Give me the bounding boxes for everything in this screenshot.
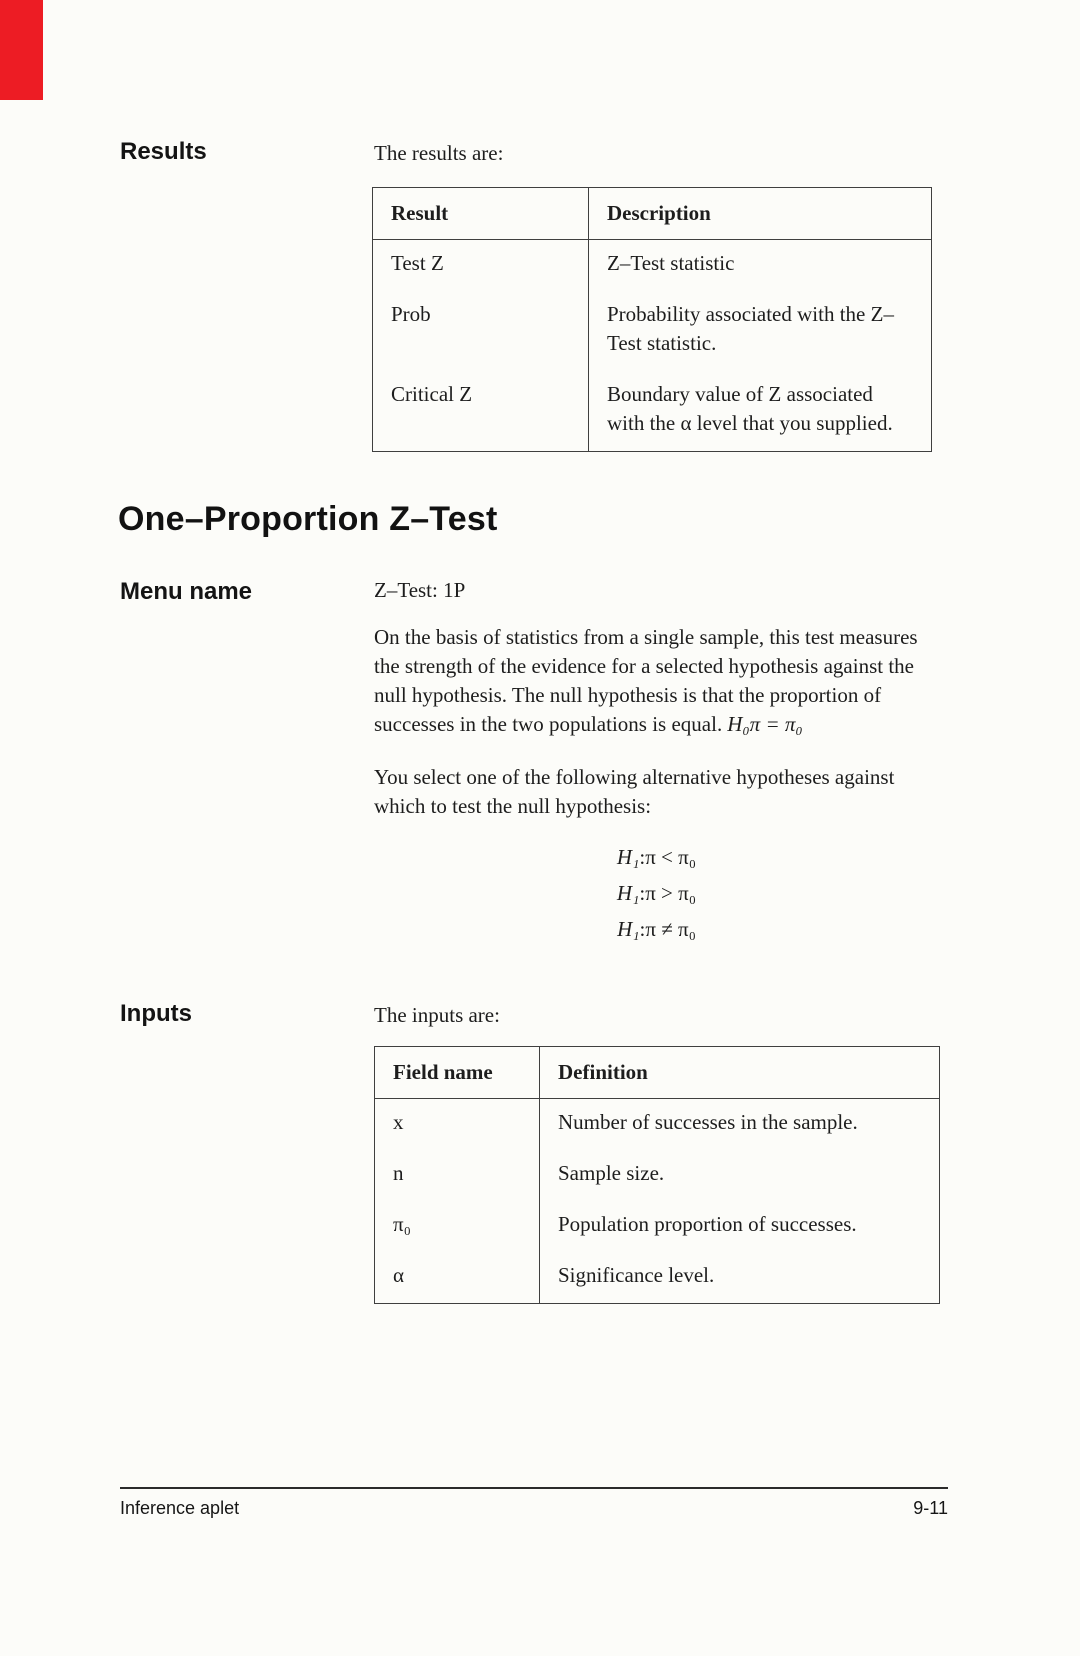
hypothesis-relation: :π ≠ π₀: [639, 917, 696, 941]
table-row: [373, 291, 931, 371]
table-header-cell: Definition: [558, 1060, 648, 1084]
hypothesis-relation: :π < π₀: [639, 845, 697, 869]
footer-page-number: 9-11: [913, 1498, 948, 1518]
menu-name-content: [374, 578, 939, 953]
alternative-hypotheses-list: [374, 845, 939, 942]
results-table: [372, 187, 932, 452]
table-cell: Test Z: [373, 240, 589, 291]
table-cell: Prob: [373, 291, 589, 371]
hypothesis-formula: [374, 917, 939, 942]
table-cell: Z–Test statistic: [607, 251, 735, 275]
menu-description-text: On the basis of statistics from a single sample, this test measures the strength of the evidence for a selected hypothesis against the null hypothesis. The null hypothesis is that the proportion of successes in the two populations is equal.: [374, 625, 918, 736]
table-row: [373, 371, 931, 451]
table-cell: Population proportion of successes.: [558, 1212, 857, 1236]
menu-description-paragraph: [374, 623, 939, 739]
table-row: [373, 240, 931, 291]
table-header-cell: Description: [607, 201, 711, 225]
hypothesis-formula: [374, 845, 939, 870]
hypothesis-variable: H₁: [616, 845, 640, 869]
hypothesis-formula: [374, 881, 939, 906]
inputs-intro-text: The inputs are:: [374, 1003, 500, 1027]
alternative-hypotheses-paragraph: You select one of the following alternative hypotheses against which to test the null hypothesis:: [374, 765, 895, 818]
page-title: One–Proportion Z–Test: [118, 500, 498, 538]
table-cell: x: [375, 1099, 540, 1150]
menu-name-heading: Menu name: [120, 578, 253, 605]
table-cell: α: [375, 1252, 540, 1303]
menu-name-value: Z–Test: 1P: [374, 578, 466, 602]
inputs-heading: Inputs: [120, 1000, 192, 1027]
null-hypothesis-formula: H₀π = π₀: [727, 712, 803, 736]
table-cell: Boundary value of Z associated with the α level that you supplied.: [607, 382, 893, 435]
table-cell: Critical Z: [373, 371, 589, 451]
table-row: [375, 1150, 939, 1201]
table-row: [375, 1201, 939, 1252]
inputs-table: [374, 1046, 940, 1304]
results-table-header-row: [373, 188, 931, 240]
hypothesis-variable: H₁: [616, 881, 640, 905]
page-edge-red-bar: [0, 0, 43, 100]
table-cell: Probability associated with the Z–Test statistic.: [607, 302, 894, 355]
inputs-table-body: [375, 1099, 939, 1303]
table-header-cell: Result: [373, 188, 589, 239]
inputs-table-header-row: [375, 1047, 939, 1099]
footer-section-title: Inference aplet: [120, 1498, 240, 1518]
hypothesis-relation: :π > π₀: [639, 881, 697, 905]
results-table-body: [373, 240, 931, 451]
table-cell: Significance level.: [558, 1263, 715, 1287]
table-cell: Number of successes in the sample.: [558, 1110, 858, 1134]
page-footer: [120, 1487, 948, 1519]
results-heading: Results: [120, 138, 207, 165]
table-cell: n: [375, 1150, 540, 1201]
table-cell: π₀: [375, 1201, 540, 1252]
table-row: [375, 1252, 939, 1303]
results-intro-text: The results are:: [374, 141, 504, 165]
table-row: [375, 1099, 939, 1150]
hypothesis-variable: H₁: [617, 917, 640, 941]
table-cell: Sample size.: [558, 1161, 665, 1185]
table-header-cell: Field name: [375, 1047, 540, 1098]
